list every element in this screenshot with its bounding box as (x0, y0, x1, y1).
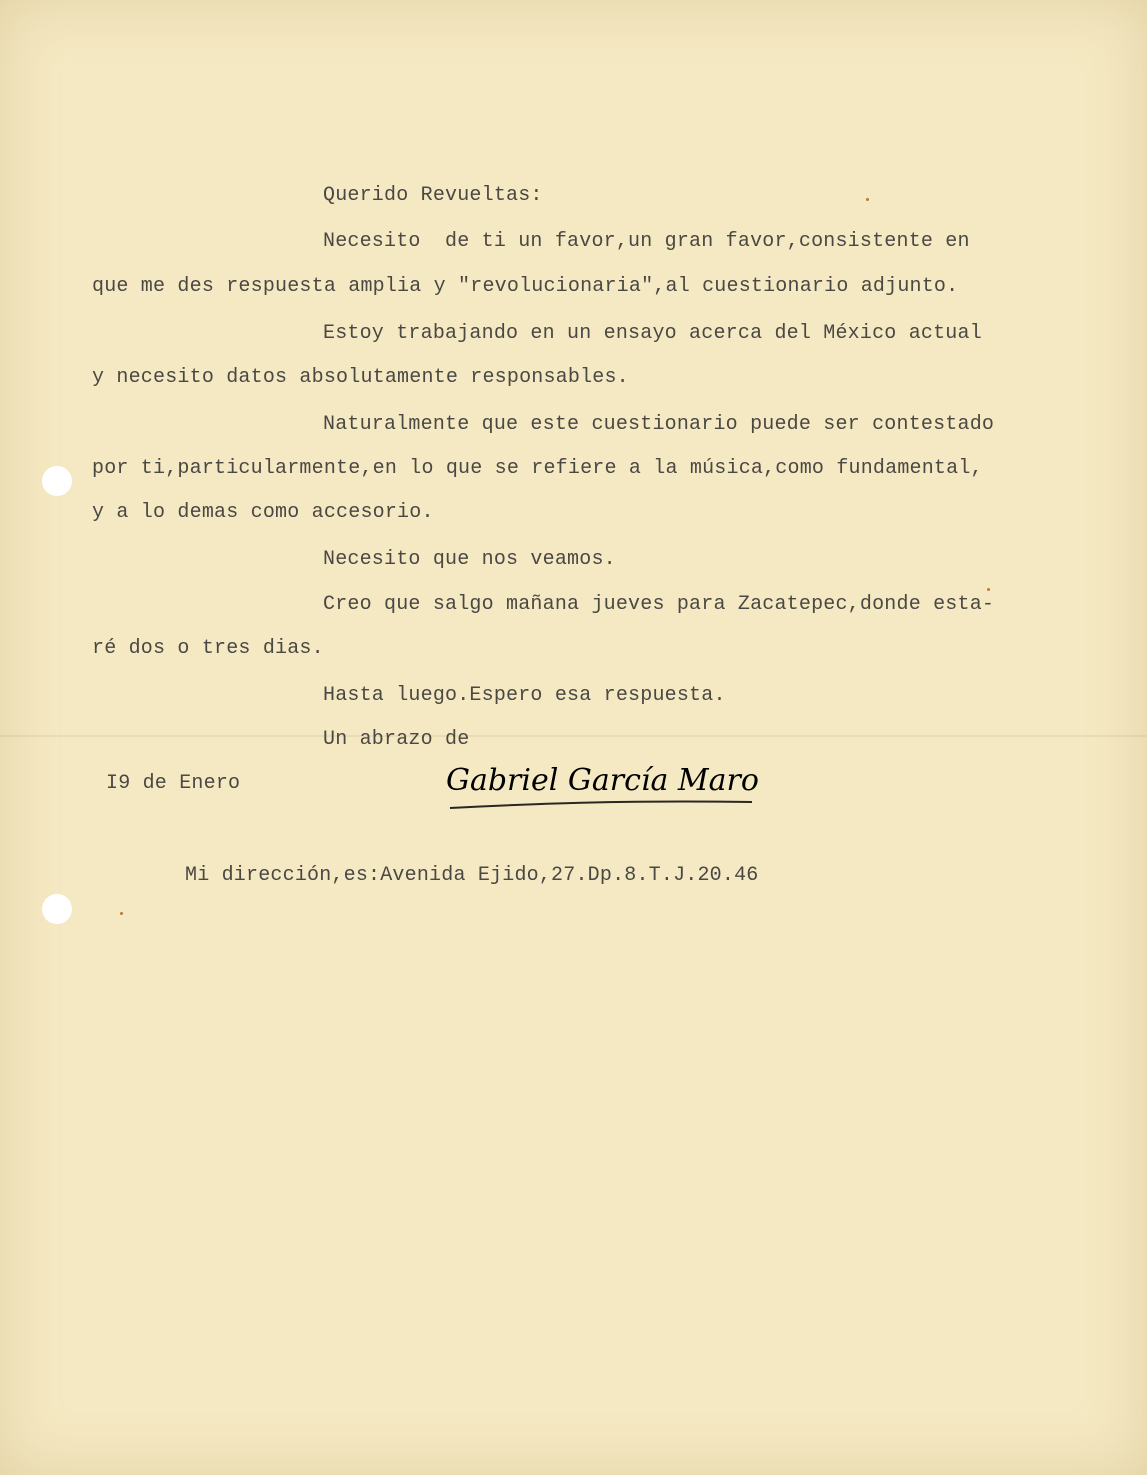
signature-glyphs: Gabriel García Maroto (446, 763, 760, 798)
letter-line: Necesito que nos veamos. (323, 548, 616, 571)
letter-line: que me des respuesta amplia y "revolucionaria",al cuestionario adjunto. (92, 275, 959, 298)
fold-crease (0, 735, 1147, 737)
paper-speck (866, 198, 869, 201)
punch-hole (42, 894, 72, 924)
letter-line: y necesito datos absolutamente responsables. (92, 366, 629, 389)
letter-line: Un abrazo de (323, 728, 470, 751)
letter-line: Hasta luego.Espero esa respuesta. (323, 684, 726, 707)
signature-underline (450, 801, 752, 808)
letter-line: Creo que salgo mañana jueves para Zacatepec,donde esta- (323, 593, 995, 616)
letter-line: por ti,particularmente,en lo que se refiere a la música,como fundamental, (92, 457, 983, 480)
paper-speck (987, 588, 990, 591)
handwritten-signature (440, 752, 760, 827)
paper-speck (120, 912, 123, 915)
letter-line: Naturalmente que este cuestionario puede ser contestado (323, 413, 995, 436)
salutation: Querido Revueltas: (323, 184, 543, 207)
letter-line: Estoy trabajando en un ensayo acerca del México actual (323, 322, 982, 345)
letter-line: Necesito de ti un favor,un gran favor,consistente en (323, 230, 970, 253)
punch-hole (42, 466, 72, 496)
date-line: I9 de Enero (106, 772, 241, 795)
letter-line: ré dos o tres dias. (92, 637, 324, 660)
letter-line: y a lo demas como accesorio. (92, 501, 434, 524)
address-line: Mi dirección,es:Avenida Ejido,27.Dp.8.T.J.20.46 (185, 864, 759, 887)
